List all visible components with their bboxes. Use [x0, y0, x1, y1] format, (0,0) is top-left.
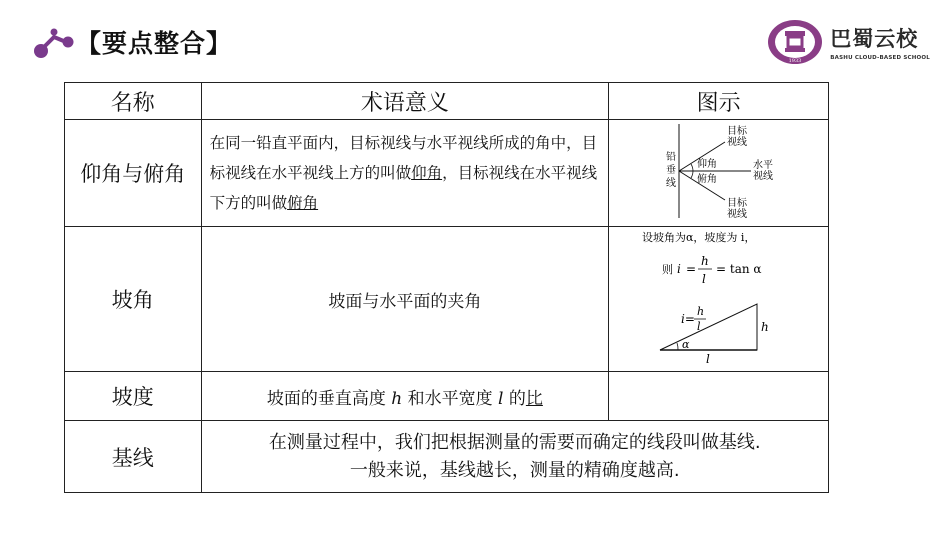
header-meaning: 术语意义: [201, 83, 609, 120]
fig-label-plumb-2: 垂: [665, 165, 676, 176]
fig-label-plumb-1: 铅: [665, 152, 676, 163]
meaning-underlined-depression: 俯角: [287, 194, 319, 212]
logo-english-name: BASHU CLOUD-BASED SCHOOL: [830, 55, 930, 61]
fig-label-target-top-2: 视线: [726, 137, 747, 148]
row-name: 坡度: [65, 372, 202, 421]
fig-slope-rhs: = tan α: [715, 262, 762, 276]
table-row: [65, 372, 829, 421]
fig-tri-h: h: [760, 320, 769, 334]
row-name: 基线: [65, 421, 202, 493]
fig-label-horizontal: 水平: [752, 160, 773, 171]
meaning-underlined-ratio: 比: [525, 388, 543, 409]
fig-tri-den: l: [696, 320, 701, 333]
row-meaning-wide: [201, 421, 828, 493]
row-figure: [609, 227, 829, 372]
slope-diagram: [634, 227, 804, 367]
fig-label-plumb-3: 线: [665, 178, 676, 189]
logo-chinese-name: 巴蜀云校: [830, 26, 919, 51]
fig-slope-line1: 设坡角为α，坡度为 i，: [641, 231, 756, 244]
section-header: [30, 22, 232, 62]
fig-slope-then: 则: [661, 263, 673, 276]
meaning-var-l: l: [498, 388, 504, 409]
row-name: 仰角与俯角: [65, 120, 202, 227]
meaning-text: 坡面与水平面的夹角: [328, 291, 482, 312]
seal-year-text: 1933: [788, 58, 802, 64]
fig-label-target-bottom-2: 视线: [726, 209, 747, 220]
fig-slope-i: i: [676, 262, 681, 276]
meaning-text-mid: 和水平宽度: [407, 388, 493, 409]
school-logo: [766, 18, 930, 66]
table-row: [65, 120, 829, 227]
summary-table: [64, 82, 829, 493]
row-meaning: [201, 120, 609, 227]
fig-label-target-bottom: 目标: [726, 198, 747, 209]
fig-label-depression: 俯角: [696, 174, 717, 185]
meaning-text: 在同一铅直平面内，目标视线与水平视线所成的角中，目标视线在水平视线上方的叫做: [209, 134, 598, 182]
school-seal-icon: [766, 18, 824, 66]
fig-label-elevation: 仰角: [696, 159, 717, 170]
elevation-depression-diagram: [649, 120, 789, 222]
meaning-text-mid: ，目标视线在水平视线下方的叫做: [209, 164, 598, 212]
page-title: 【要点整合】: [76, 29, 233, 58]
header-figure: 图示: [609, 83, 829, 120]
node-link-icon: [30, 20, 74, 64]
row-name: 坡角: [65, 227, 202, 372]
fig-tri-i: i=: [680, 312, 695, 326]
table-row: [65, 421, 829, 493]
baseline-note: 一般来说，基线越长，测量的精确度越高.: [349, 459, 680, 481]
row-meaning: [201, 372, 609, 421]
table-row: [65, 227, 829, 372]
row-figure: [609, 120, 829, 227]
row-figure-empty: [609, 372, 829, 421]
fig-slope-num: h: [700, 254, 709, 268]
fig-tri-alpha: α: [681, 338, 690, 351]
fig-label-horizontal-2: 视线: [752, 171, 773, 182]
row-meaning: [201, 227, 609, 372]
meaning-var-h: h: [391, 388, 403, 409]
fig-tri-l: l: [705, 352, 710, 366]
fig-slope-eq: =: [685, 262, 696, 276]
table-header-row: [65, 83, 829, 120]
fig-tri-num: h: [696, 305, 704, 318]
meaning-text: 坡面的垂直高度: [266, 388, 386, 409]
fig-label-target-top: 目标: [726, 126, 747, 137]
meaning-text-post: 的: [508, 388, 526, 409]
header-name: 名称: [65, 83, 202, 120]
fig-slope-den: l: [701, 272, 706, 286]
meaning-underlined-elevation: 仰角: [411, 164, 443, 182]
baseline-definition: 在测量过程中，我们把根据测量的需要而确定的线段叫做基线.: [268, 431, 761, 453]
